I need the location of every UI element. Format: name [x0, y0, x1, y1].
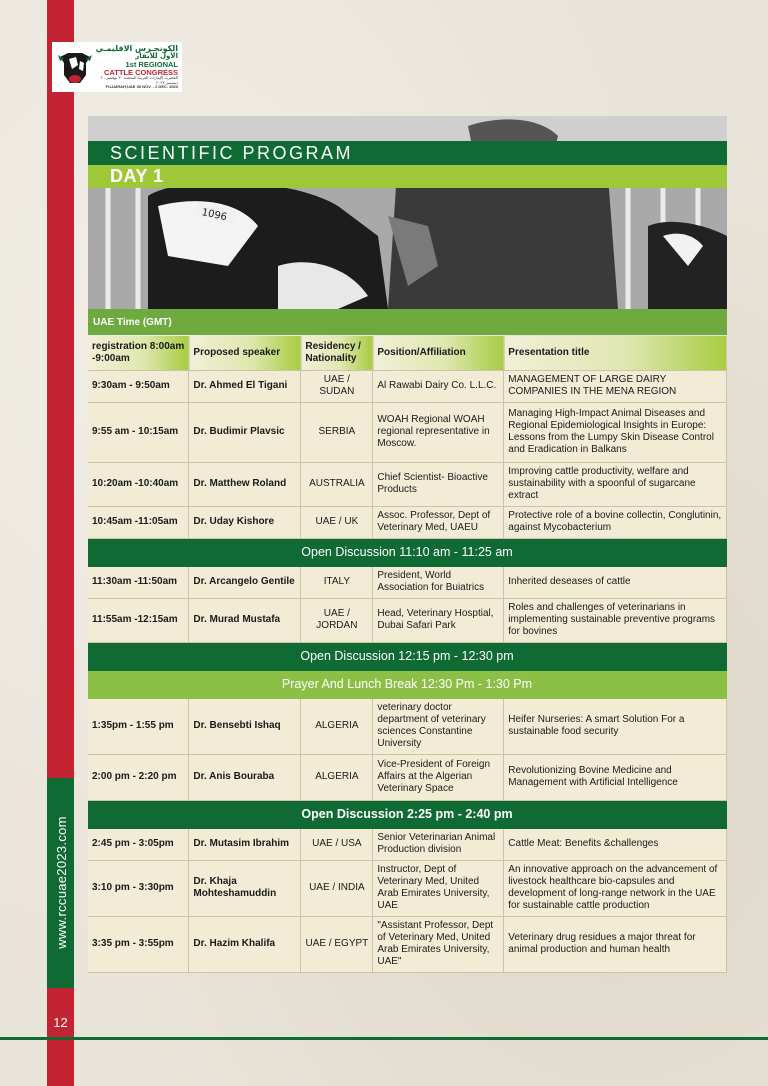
- svg-text:1096: 1096: [200, 207, 228, 224]
- open-discussion-label: Open Discussion 2:25 pm - 2:40 pm: [88, 800, 727, 828]
- session-title: Managing High-Impact Animal Diseases and Regional Epidemiological Insights in Europe: Lessons from the Lumpy Skin Disease Control and Eradication in Balkans: [504, 402, 727, 462]
- session-time: 3:35 pm - 3:55pm: [88, 916, 189, 972]
- session-residency: ALGERIA: [301, 698, 373, 754]
- logo-english-subtitle: CATTLE CONGRESS: [103, 67, 178, 77]
- lunch-break-label: Prayer And Lunch Break 12:30 Pm - 1:30 Pm: [88, 670, 727, 698]
- schedule-table: [88, 336, 727, 973]
- session-residency: UAE / SUDAN: [301, 370, 373, 402]
- logo-arabic-title: الكونجـرس الاقليمـي: [95, 43, 178, 53]
- session-title: Improving cattle productivity, welfare and sustainability with a spoonful of sugarcane extract: [504, 462, 727, 506]
- table-row: [88, 598, 727, 642]
- session-position: Assoc. Professor, Dept of Veterinary Med, UAEU: [373, 506, 504, 538]
- session-residency: UAE / USA: [301, 828, 373, 860]
- session-time: 9:30am - 9:50am: [88, 370, 189, 402]
- session-time: 10:45am -11:05am: [88, 506, 189, 538]
- time-zone-label: UAE Time (GMT): [88, 309, 727, 335]
- session-speaker: Dr. Hazim Khalifa: [189, 916, 301, 972]
- page-number: 12: [53, 1015, 68, 1030]
- table-row: [88, 370, 727, 402]
- session-residency: UAE / UK: [301, 506, 373, 538]
- session-title: Revolutionizing Bovine Medicine and Management with Artificial Intelligence: [504, 754, 727, 800]
- session-time: 9:55 am - 10:15am: [88, 402, 189, 462]
- page-title: SCIENTIFIC PROGRAM: [88, 141, 727, 165]
- open-discussion-label: Open Discussion 12:15 pm - 12:30 pm: [88, 642, 727, 670]
- session-speaker: Dr. Matthew Roland: [189, 462, 301, 506]
- session-time: 10:20am -10:40am: [88, 462, 189, 506]
- session-title: MANAGEMENT OF LARGE DAIRY COMPANIES IN THE MENA REGION: [504, 370, 727, 402]
- col-header-title: Presentation title: [504, 336, 727, 370]
- session-position: Senior Veterinarian Animal Production division: [373, 828, 504, 860]
- col-header-residency: Residency / Nationality: [301, 336, 373, 370]
- session-residency: UAE / INDIA: [301, 860, 373, 916]
- session-residency: ITALY: [301, 566, 373, 598]
- session-speaker: Dr. Anis Bouraba: [189, 754, 301, 800]
- session-time: 2:00 pm - 2:20 pm: [88, 754, 189, 800]
- session-speaker: Dr. Uday Kishore: [189, 506, 301, 538]
- day-label: DAY 1: [88, 165, 727, 188]
- session-speaker: Dr. Arcangelo Gentile: [189, 566, 301, 598]
- open-discussion-band: [88, 538, 727, 566]
- session-position: Head, Veterinary Hosptial, Dubai Safari Park: [373, 598, 504, 642]
- website-url: www.rccuae2023.com: [53, 816, 69, 949]
- session-time: 3:10 pm - 3:30pm: [88, 860, 189, 916]
- session-time: 1:35pm - 1:55 pm: [88, 698, 189, 754]
- session-title: Roles and challenges of veterinarians in implementing sustainable preventive programs for bovines: [504, 598, 727, 642]
- col-header-position: Position/Affiliation: [373, 336, 504, 370]
- table-row: [88, 916, 727, 972]
- session-speaker: Dr. Khaja Mohteshamuddin: [189, 860, 301, 916]
- table-row: [88, 566, 727, 598]
- table-row: [88, 698, 727, 754]
- col-header-speaker: Proposed speaker: [189, 336, 301, 370]
- session-position: President, World Association for Buiatrics: [373, 566, 504, 598]
- session-position: Al Rawabi Dairy Co. L.L.C.: [373, 370, 504, 402]
- session-position: Instructor, Dept of Veterinary Med, United Arab Emirates University, UAE: [373, 860, 504, 916]
- session-position: veterinary doctor department of veterinary sciences Constantine University: [373, 698, 504, 754]
- session-title: Protective role of a bovine collectin, Conglutinin, against Mycobacterium: [504, 506, 727, 538]
- session-residency: UAE / JORDAN: [301, 598, 373, 642]
- table-row: [88, 506, 727, 538]
- table-row: [88, 754, 727, 800]
- open-discussion-band: [88, 800, 727, 828]
- session-speaker: Dr. Ahmed El Tigani: [189, 370, 301, 402]
- table-header-row: [88, 336, 727, 370]
- session-position: WOAH Regional WOAH regional representative in Moscow.: [373, 402, 504, 462]
- session-title: Heifer Nurseries: A smart Solution For a sustainable food security: [504, 698, 727, 754]
- session-title: Veterinary drug residues a major threat for animal production and human health: [504, 916, 727, 972]
- session-speaker: Dr. Mutasim Ibrahim: [189, 828, 301, 860]
- logo-english-date: FUJAIRAH,UAE 30 NOV. - 2 DEC. 2023: [105, 83, 178, 89]
- logo-arabic-date: الفجيرة، الإمارات العربية المتحدة ٣٠ نوفمبر - ٢ ديسمبر ٢٠٢٣: [100, 75, 178, 85]
- session-residency: ALGERIA: [301, 754, 373, 800]
- session-residency: UAE / EGYPT: [301, 916, 373, 972]
- table-row: [88, 828, 727, 860]
- session-position: Chief Scientist- Bioactive Products: [373, 462, 504, 506]
- open-discussion-band: [88, 642, 727, 670]
- bottom-rule: [0, 1037, 768, 1040]
- session-speaker: Dr. Bensebti Ishaq: [189, 698, 301, 754]
- logo-english-title: 1st REGIONAL: [125, 59, 178, 69]
- congress-logo: [52, 42, 182, 92]
- session-title: Cattle Meat: Benefits &challenges: [504, 828, 727, 860]
- open-discussion-label: Open Discussion 11:10 am - 11:25 am: [88, 538, 727, 566]
- table-row: [88, 402, 727, 462]
- logo-arabic-subtitle: الأول للأبقار: [135, 52, 178, 61]
- table-row: [88, 860, 727, 916]
- session-residency: SERBIA: [301, 402, 373, 462]
- table-row: [88, 462, 727, 506]
- session-speaker: Dr. Murad Mustafa: [189, 598, 301, 642]
- session-time: 2:45 pm - 3:05pm: [88, 828, 189, 860]
- cow-logo-icon: [56, 47, 94, 87]
- session-position: "Assistant Professor, Dept of Veterinary Med, United Arab Emirates University, UAE": [373, 916, 504, 972]
- lunch-break-band: [88, 670, 727, 698]
- session-title: An innovative approach on the advancement of livestock healthcare bio-capsules and development of long-range network in the UAE for sustainable cattle production: [504, 860, 727, 916]
- col-header-registration: registration 8:00am -9:00am: [88, 336, 189, 370]
- session-residency: AUSTRALIA: [301, 462, 373, 506]
- session-time: 11:30am -11:50am: [88, 566, 189, 598]
- session-time: 11:55am -12:15am: [88, 598, 189, 642]
- session-speaker: Dr. Budimir Plavsic: [189, 402, 301, 462]
- session-title: Inherited deseases of cattle: [504, 566, 727, 598]
- session-position: Vice-President of Foreign Affairs at the Algerian Veterinary Space: [373, 754, 504, 800]
